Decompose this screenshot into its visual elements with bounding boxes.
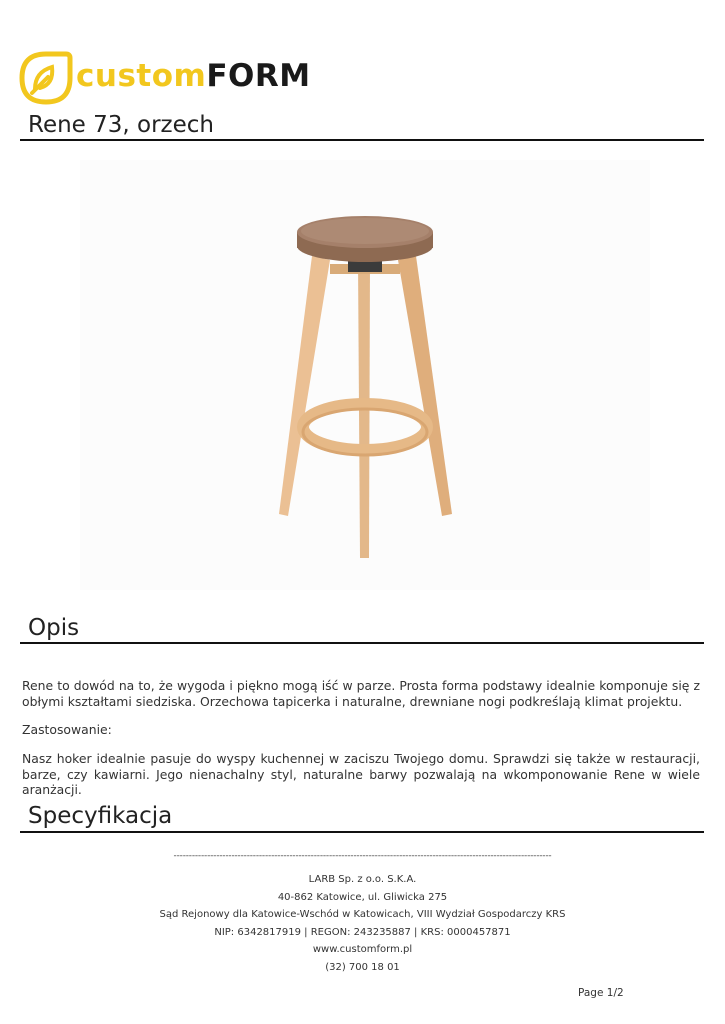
- logo-form-text: FORM: [206, 58, 311, 94]
- logo-wordmark: [76, 58, 311, 94]
- footer-court: Sąd Rejonowy dla Katowice-Wschód w Katowicach, VIII Wydział Gospodarczy KRS: [159, 909, 566, 920]
- section-heading-specyfikacja: Specyfikacja: [20, 801, 704, 833]
- page-number: Page 1/2: [578, 987, 624, 999]
- section-heading-opis: Opis: [20, 613, 704, 644]
- footer-ids: NIP: 6342817919 | REGON: 243235887 | KRS: 0000457871: [214, 927, 511, 938]
- customform-logo[interactable]: [18, 50, 311, 106]
- description-paragraph: Rene to dowód na to, że wygoda i piękno mogą iść w parze. Prosta forma podstawy idealnie komponuje się z obłymi kształtami siedziska. Orzechowa tapicerka i naturalne, drewniane nogi podkreślają klimat projektu.: [22, 678, 700, 709]
- logo-custom-text: custom: [76, 58, 207, 94]
- footer-address: 40-862 Katowice, ul. Gliwicka 275: [277, 892, 448, 903]
- usage-paragraph: Nasz hoker idealnie pasuje do wyspy kuchennej w zaciszu Twojego domu. Sprawdzi się także w restauracji, barze, czy kawiarni. Jego nienachalny styl, naturalne barwy pozwalają na wkomponowanie Rene w wiele aranżacji.: [22, 751, 700, 797]
- footer-website-link[interactable]: www.customform.pl: [312, 944, 413, 955]
- footer-divider: ----------------------------------------------------------------------------------------------------------------------------: [173, 851, 552, 861]
- bar-stool-image: [80, 160, 650, 590]
- usage-label: Zastosowanie:: [22, 722, 112, 737]
- product-title: Rene 73, orzech: [20, 110, 704, 141]
- footer-company: LARB Sp. z o.o. S.K.A.: [308, 874, 417, 885]
- logo-leaf-icon: [18, 50, 74, 106]
- footer-phone: (32) 700 18 01: [325, 962, 400, 973]
